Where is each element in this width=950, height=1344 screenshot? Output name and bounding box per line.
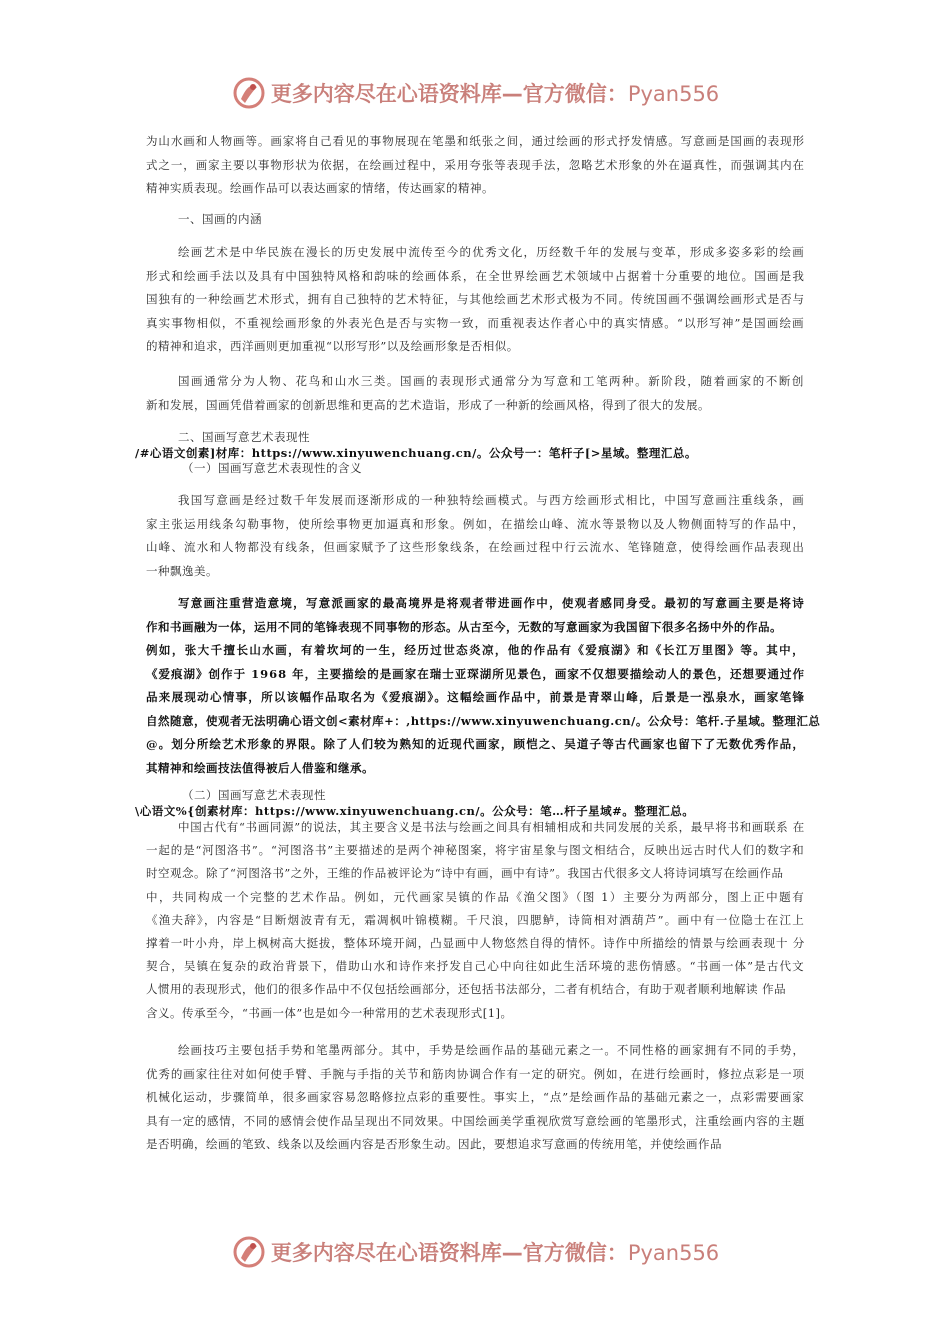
paragraph-line: 例如，张大千擅长山水画，有着坎坷的一生，经历过世态炎凉，他的作品有《爱痕湖》和《长江万里图》等。其中， <box>146 643 805 657</box>
brand-logo-icon <box>231 1234 267 1270</box>
paragraph-line: 山峰、流水和人物都没有线条，但画家赋予了这些形象线条，在绘画过程中行云流水、笔锋随意，使得绘画作品表现出 <box>146 540 805 554</box>
watermark-line: \心语文%{创素材库：https://www.xinyuwenchuang.cn/。公众号：笔…杆子星域#。整理汇总。 <box>135 804 695 818</box>
paragraph-line: 具有一定的感情，不同的感情会使作品呈现出不同效果。中国绘画美学重视欣赏写意绘画的笔墨形式，注重绘画内容的主题 <box>146 1113 805 1128</box>
paragraph-line: 其精神和绘画技法值得被后人借鉴和继承。 <box>146 760 374 775</box>
paragraph-line: 《爱痕湖》创作于 1968 年，主要描绘的是画家在瑞士亚琛湖所见景色，画家不仅想要描绘动人的景色，还想要通过作 <box>146 666 806 681</box>
paragraph-line: 优秀的画家往往对如何使手臂、手腕与手指的关节和筋肉协调合作有一定的研究。例如，在进行绘画时，修拉点彩是一项 <box>146 1066 805 1081</box>
paragraph-line: 一种飘逸美。 <box>146 563 218 578</box>
paragraph-line: 人惯用的表现形式，他们的很多作品中不仅包括绘画部分，还包括书法部分，二者有机结合，有助于观者顺利地解读 作品 <box>146 982 787 997</box>
paragraph-line: 写意画注重营造意境，写意派画家的最高境界是将观者带进画作中，使观者感同身受。最初的写意画主要是将诗 <box>178 596 805 610</box>
paragraph-line: 品来展现动心情事，所以该幅作品取名为《爱痕湖》。这幅绘画作品中，前景是青翠山峰，后景是一泓泉水，画家笔锋 <box>146 690 806 704</box>
paragraph-line: 机械化运动，步骤简单，很多画家容易忽略修拉点彩的重要性。事实上，“点”是绘画作品的基础元素之一，点彩需要画家 <box>146 1090 805 1104</box>
paragraph-line: 《渔夫辞》，内容是“目断烟波青有无，霜凋枫叶锦模糊。千尺浪，四腮鲈，诗筒相对酒葫芦”。画中有一位隐士在江上 <box>146 912 806 927</box>
paragraph-line: 我国写意画是经过数千年发展而逐渐形成的一种独特绘画模式。与西方绘画形式相比，中国写意画注重线条，画 <box>178 493 805 507</box>
paragraph-line: 绘画艺术是中华民族在漫长的历史发展中流传至今的优秀文化，历经数千年的发展与变革，形成多姿多彩的绘画 <box>178 245 805 259</box>
paragraph-line: 自然随意，使观者无法明确心语文创<素材库+：,https://www.xinyuwenchuang.cn/。公众号：笔杆.子星域。整理汇总 <box>146 713 821 728</box>
paragraph-line: 契合，吴镇在复杂的政治背景下，借助山水和诗作来抒发自己心中向往如此生活环境的悲伤情感。“书画一体”是古代文 <box>146 959 805 974</box>
paragraph-line: 为山水画和人物画等。画家将自己看见的事物展现在笔墨和纸张之间，通过绘画的形式抒发情感。写意画是国画的表现形 <box>146 134 805 148</box>
paragraph-line: 作和书画融为一体，运用不同的笔锋表现不同事物的形态。从古至今，无数的写意画家为我国留下很多名扬中外的作品。 <box>146 619 782 634</box>
paragraph-line: 时空观念。除了“河图洛书”之外，王维的作品被评论为“诗中有画，画中有诗”。我国古代很多文人将诗词填写在绘画作品 <box>146 866 784 881</box>
paragraph-line: 一起的是“河图洛书”。“河图洛书”主要描述的是两个神秘图案，将宇宙星象与图文相结合，反映出远古时代人们的数字和 <box>146 843 805 858</box>
paragraph-line: 是否明确，绘画的笔致、线条以及绘画内容是否形象生动。因此，要想追求写意画的传统用笔，并使绘画作品 <box>146 1137 722 1151</box>
section-heading: （一）国画写意艺术表现性的含义 <box>182 461 362 475</box>
header-banner-text: 更多内容尽在心语资料库—官方微信：Pyan556 <box>270 82 720 106</box>
paragraph-line: 式之一，画家主要以事物形状为依据，在绘画过程中，采用夸张等表现手法，忽略艺术形象的外在逼真性，而强调其内在 <box>146 157 805 172</box>
section-heading: （二）国画写意艺术表现性 <box>182 788 326 802</box>
paragraph-line: 精神实质表现。绘画作品可以表达画家的情绪，传达画家的精神。 <box>146 181 494 195</box>
paragraph-line: 含义。传承至今，“书画一体”也是如今一种常用的艺术表现形式[1]。 <box>146 1005 513 1020</box>
paragraph-line: 家主张运用线条勾勒事物，使所绘事物更加逼真和形象。例如，在描绘山峰、流水等景物以及人物侧面特写的作品中， <box>146 516 805 531</box>
paragraph-line: 撑着一叶小舟，岸上枫树高大挺拔，整体环境开阔，凸显画中人物悠然自得的情怀。诗作中所描绘的情景与绘画表现十 分 <box>146 936 806 950</box>
section-heading: 一、国画的内涵 <box>178 212 262 226</box>
paragraph-line: 真实事物相似，不重视绘画形象的外表光色是否与实物一致，而重视表达作者心中的真实情感。“以形写神”是国画绘画 <box>146 315 805 330</box>
paragraph-line: @。划分所绘艺术形象的界限。除了人们较为熟知的近现代画家，顾恺之、吴道子等古代画家也留下了无数优秀作品， <box>146 737 805 751</box>
paragraph-line: 中国古代有“书画同源”的说法，其主要含义是书法与绘画之间具有相辅相成和共同发展的关系，最早将书和画联系 在 <box>178 820 805 834</box>
section-heading: 二、国画写意艺术表现性 <box>178 430 310 444</box>
footer-banner-text: 更多内容尽在心语资料库—官方微信：Pyan556 <box>270 1241 720 1265</box>
paragraph-line: 国画通常分为人物、花鸟和山水三类。国画的表现形式通常分为写意和工笔两种。新阶段，随着画家的不断创 <box>178 374 805 388</box>
paragraph-line: 形式和绘画手法以及具有中国独特风格和韵味的绘画体系，在全世界绘画艺术领域中占据着十分重要的地位。国画是我 <box>146 268 805 283</box>
footer-banner <box>0 1232 950 1272</box>
paragraph-line: 的精神和追求，西洋画则更加重视“以形写形”以及绘画形象是否相似。 <box>146 339 519 353</box>
paragraph-line: 国独有的一种绘画艺术形式，拥有自己独特的艺术特征，与其他绘画艺术形式极为不同。传统国画不强调绘画形式是否与 <box>146 292 805 306</box>
paragraph-line: 中，共同构成一个完整的艺术作品。例如，元代画家吴镇的作品《渔父图》（图 1）主要分为两部分，图上正中题有 <box>146 889 806 904</box>
paragraph-line: 新和发展，国画凭借着画家的创新思维和更高的艺术造诣，形成了一种新的绘画风格，得到了很大的发展。 <box>146 397 710 412</box>
paragraph-line: 绘画技巧主要包括手势和笔墨两部分。其中，手势是绘画作品的基础元素之一。不同性格的画家拥有不同的手势， <box>178 1043 805 1057</box>
watermark-line: /#心语文创素]材库：https://www.xinyuwenchuang.cn/。公众号一：笔杆子[>星域。整理汇总。 <box>135 446 697 460</box>
